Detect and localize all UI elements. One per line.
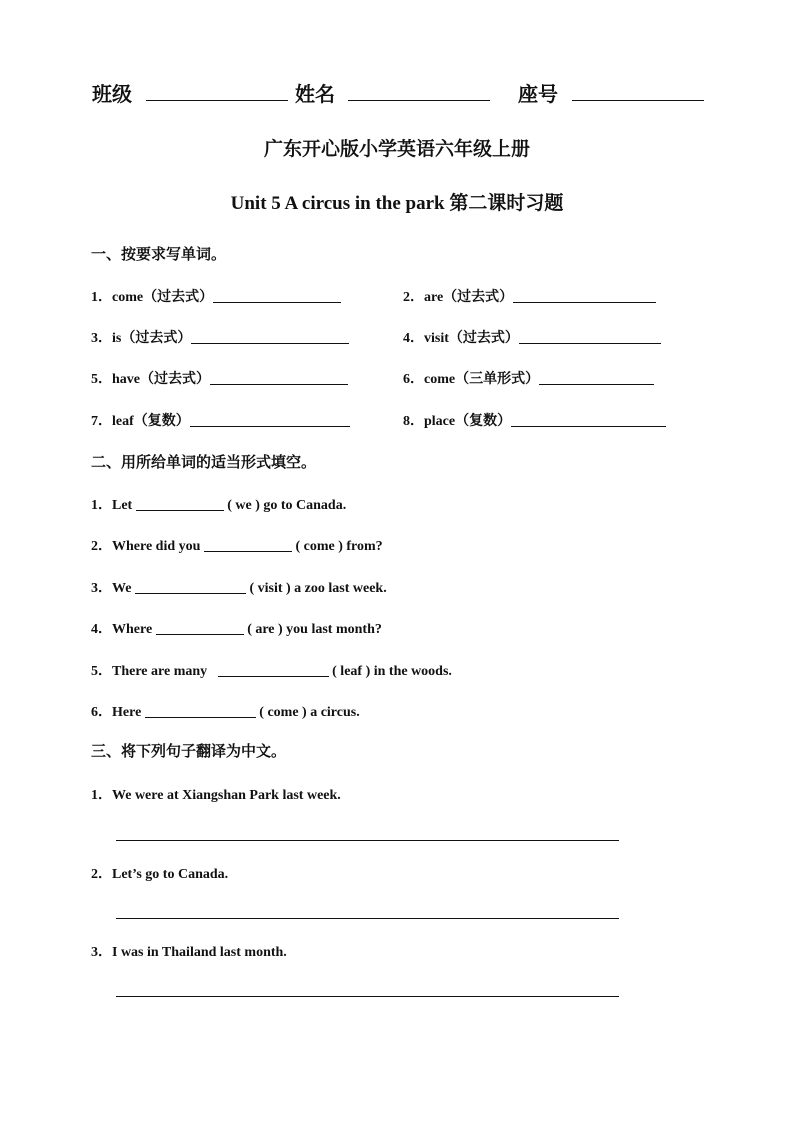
word-item-3: 3．is（过去式） xyxy=(91,327,349,347)
fill-answer-blank[interactable] xyxy=(136,496,224,511)
translate-item-1: 1．We were at Xiangshan Park last week. xyxy=(91,788,341,803)
word-item-1: 1．come（过去式） xyxy=(91,286,341,306)
section-2-heading: 二、用所给单词的适当形式填空。 xyxy=(91,455,317,471)
word-answer-blank[interactable] xyxy=(191,329,349,344)
fill-item-1: 1．Let ( we ) go to Canada. xyxy=(91,498,347,513)
word-item-4: 4．visit（过去式） xyxy=(403,327,661,347)
class-label: 班级 xyxy=(92,84,132,106)
section-3-heading: 三、将下列句子翻译为中文。 xyxy=(91,744,287,760)
word-answer-blank[interactable] xyxy=(213,288,341,303)
translate-answer-line-1[interactable] xyxy=(116,840,619,841)
word-item-8: 8．place（复数） xyxy=(403,410,666,430)
word-answer-blank[interactable] xyxy=(190,412,350,427)
fill-item-3: 3．We ( visit ) a zoo last week. xyxy=(91,581,387,596)
section-1-heading: 一、按要求写单词。 xyxy=(91,247,227,263)
word-item-5: 5．have（过去式） xyxy=(91,368,348,388)
unit-title: Unit 5 A circus in the park 第二课时习题 xyxy=(230,193,564,214)
name-label: 姓名 xyxy=(295,84,335,106)
translate-item-2: 2．Let’s go to Canada. xyxy=(91,867,229,882)
fill-answer-blank[interactable] xyxy=(135,579,246,594)
fill-item-6: 6．Here ( come ) a circus. xyxy=(91,705,360,720)
fill-item-2: 2．Where did you ( come ) from? xyxy=(91,539,383,554)
translate-item-3: 3．I was in Thailand last month. xyxy=(91,945,287,960)
name-field[interactable] xyxy=(348,100,490,101)
class-field[interactable] xyxy=(146,100,288,101)
word-answer-blank[interactable] xyxy=(210,370,348,385)
worksheet-title: 广东开心版小学英语六年级上册 xyxy=(263,139,530,160)
word-answer-blank[interactable] xyxy=(539,370,654,385)
translate-answer-line-3[interactable] xyxy=(116,996,619,997)
word-item-2: 2．are（过去式） xyxy=(403,286,656,306)
word-answer-blank[interactable] xyxy=(511,412,666,427)
seat-label: 座号 xyxy=(518,84,558,106)
fill-item-5: 5．There are many ( leaf ) in the woods. xyxy=(91,664,452,679)
word-answer-blank[interactable] xyxy=(519,329,661,344)
word-item-6: 6．come（三单形式） xyxy=(403,368,654,388)
seat-field[interactable] xyxy=(572,100,704,101)
fill-answer-blank[interactable] xyxy=(145,703,256,718)
translate-answer-line-2[interactable] xyxy=(116,918,619,919)
fill-answer-blank[interactable] xyxy=(156,620,244,635)
word-item-7: 7．leaf（复数） xyxy=(91,410,350,430)
word-answer-blank[interactable] xyxy=(513,288,656,303)
fill-answer-blank[interactable] xyxy=(204,537,292,552)
fill-item-4: 4．Where ( are ) you last month? xyxy=(91,622,382,637)
fill-answer-blank[interactable] xyxy=(218,662,329,677)
